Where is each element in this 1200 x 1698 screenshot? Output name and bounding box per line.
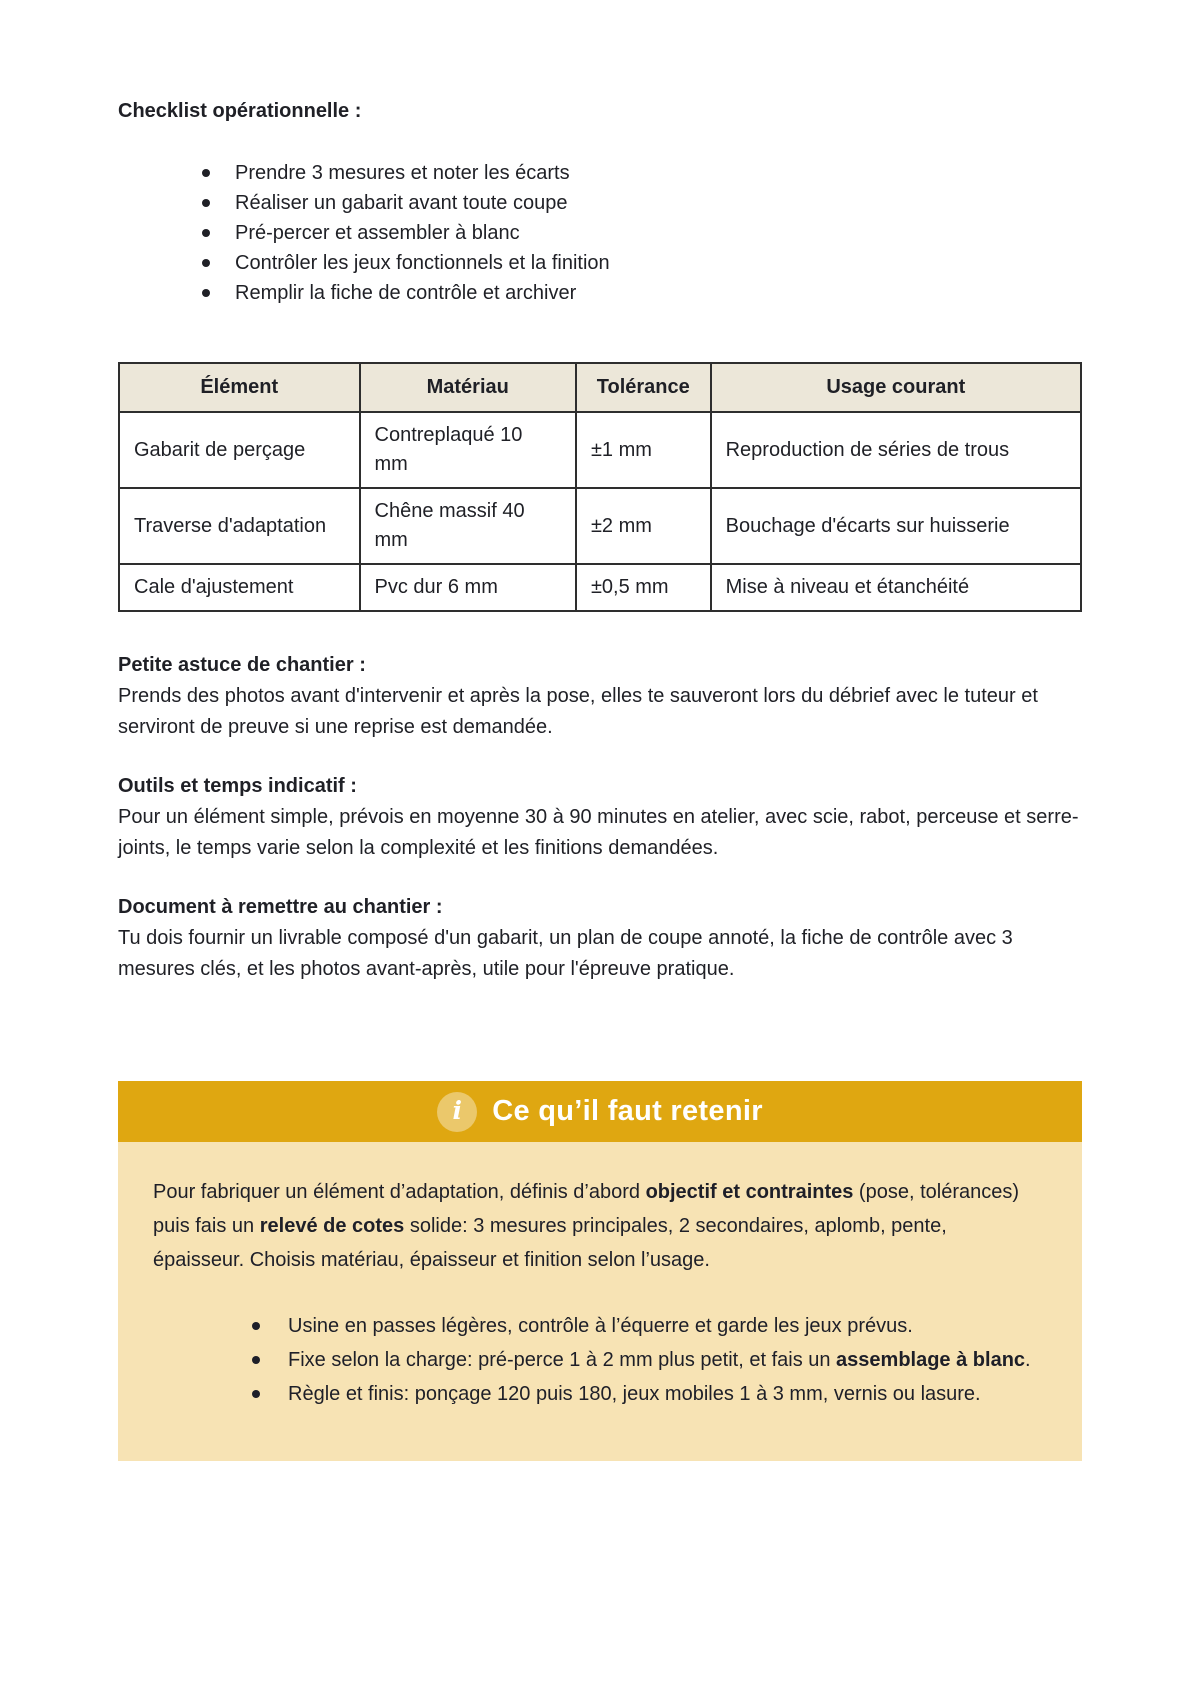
callout-paragraph-bold: relevé de cotes	[259, 1215, 405, 1237]
callout-retenir	[118, 1081, 1082, 1461]
table-header-usage: Usage courant	[711, 363, 1081, 412]
section-body: Prends des photos avant d'intervenir et après la pose, elles te sauveront lors du débrief avec le tuteur et serviront de preuve si une reprise est demandée.	[118, 685, 1038, 738]
table-cell: Contreplaqué 10 mm	[360, 412, 576, 488]
callout-header	[118, 1081, 1082, 1142]
table-cell: Gabarit de perçage	[119, 412, 360, 488]
table-header-row	[119, 363, 1081, 412]
section-heading: Outils et temps indicatif :	[118, 775, 357, 797]
checklist-heading: Checklist opérationnelle :	[118, 100, 362, 122]
section-heading: Document à remettre au chantier :	[118, 896, 443, 918]
section-body: Tu dois fournir un livrable composé d'un gabarit, un plan de coupe annoté, la fiche de contrôle avec 3 mesures clés, et les photos avant-après, utile pour l'épreuve pratique.	[118, 927, 1013, 980]
checklist-item	[235, 158, 1082, 188]
checklist-item-text: Remplir la fiche de contrôle et archiver	[235, 282, 577, 304]
table-header-tolerance: Tolérance	[576, 363, 711, 412]
checklist-item-text: Prendre 3 mesures et noter les écarts	[235, 162, 570, 184]
callout-list	[153, 1309, 1037, 1411]
checklist-item	[235, 278, 1082, 308]
callout-list-item	[288, 1343, 1037, 1377]
callout-body	[118, 1142, 1082, 1461]
info-icon	[437, 1092, 477, 1132]
table-cell: Cale d'ajustement	[119, 564, 360, 611]
table-row	[119, 564, 1081, 611]
table-header-materiau: Matériau	[360, 363, 576, 412]
checklist-item	[235, 188, 1082, 218]
callout-paragraph-text: Pour fabriquer un élément d’adaptation, définis d’abord	[153, 1181, 646, 1203]
section-heading: Petite astuce de chantier :	[118, 654, 366, 676]
table-row	[119, 488, 1081, 564]
callout-paragraph-bold: objectif et contraintes	[645, 1181, 854, 1203]
callout-paragraph-text: solide: 3 mesures principales, 2 secondaires, aplomb, pente, épaisseur. Choisis matériau, épaisseur et finition selon l’usage.	[153, 1215, 947, 1271]
checklist-item-text: Réaliser un gabarit avant toute coupe	[235, 192, 568, 214]
section-document	[118, 892, 1082, 985]
table-cell: Bouchage d'écarts sur huisserie	[711, 488, 1081, 564]
callout-item-text: Usine en passes légères, contrôle à l’équerre et garde les jeux prévus.	[288, 1315, 913, 1337]
section-body: Pour un élément simple, prévois en moyenne 30 à 90 minutes en atelier, avec scie, rabot, perceuse et serre-joints, le temps varie selon la complexité et les finitions demandées.	[118, 806, 1079, 859]
table-cell: Reproduction de séries de trous	[711, 412, 1081, 488]
table-cell: Chêne massif 40 mm	[360, 488, 576, 564]
checklist-item	[235, 218, 1082, 248]
table-row	[119, 412, 1081, 488]
table-cell: Pvc dur 6 mm	[360, 564, 576, 611]
callout-item-text: Règle et finis: ponçage 120 puis 180, jeux mobiles 1 à 3 mm, vernis ou lasure.	[288, 1383, 981, 1405]
callout-title: Ce qu’il faut retenir	[492, 1095, 763, 1127]
callout-list-item	[288, 1377, 1037, 1411]
table-header-element: Élément	[119, 363, 360, 412]
section-outils	[118, 771, 1082, 864]
callout-list-item	[288, 1309, 1037, 1343]
operational-checklist	[118, 158, 1082, 308]
callout-item-text: Fixe selon la charge: pré-perce 1 à 2 mm plus petit, et fais un	[288, 1349, 837, 1371]
spec-table	[118, 362, 1082, 612]
checklist-item-text: Pré-percer et assembler à blanc	[235, 222, 520, 244]
callout-paragraph-text: (pose, tolérances) puis fais un	[153, 1181, 1020, 1237]
checklist-item-text: Contrôler les jeux fonctionnels et la finition	[235, 252, 610, 274]
info-icon-glyph: i	[452, 1096, 462, 1125]
table-cell: ±2 mm	[576, 488, 711, 564]
table-cell: Mise à niveau et étanchéité	[711, 564, 1081, 611]
checklist-item	[235, 248, 1082, 278]
callout-paragraph	[153, 1175, 1037, 1277]
callout-item-text: .	[1025, 1349, 1031, 1371]
table-cell: Traverse d'adaptation	[119, 488, 360, 564]
table-cell: ±0,5 mm	[576, 564, 711, 611]
table-cell: ±1 mm	[576, 412, 711, 488]
callout-item-bold: assemblage à blanc	[836, 1349, 1026, 1371]
section-astuce	[118, 650, 1082, 743]
